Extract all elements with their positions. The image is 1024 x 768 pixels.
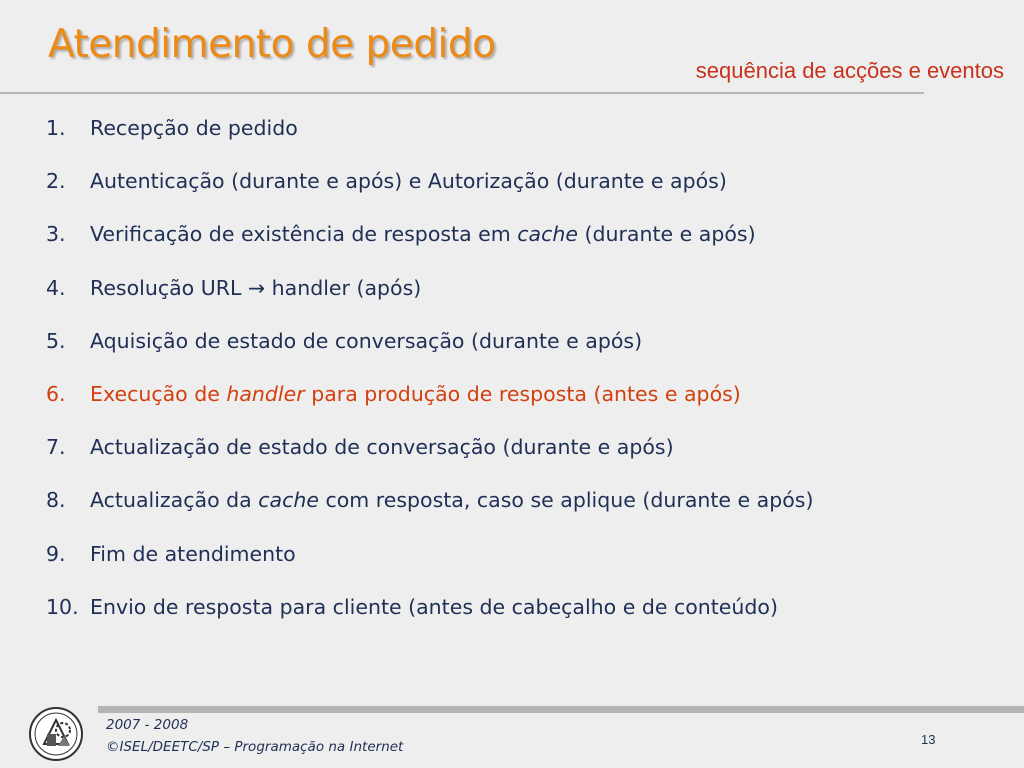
- list-item-segment: Verificação de existência de resposta em: [90, 222, 518, 247]
- footer-years: 2007 - 2008: [106, 717, 189, 733]
- list-item-emphasis: cache: [517, 222, 578, 247]
- list-item-text: [90, 595, 778, 619]
- list-item-text: [90, 276, 421, 300]
- list-item-emphasis: cache: [258, 488, 319, 513]
- list-item-number: 9.: [46, 541, 66, 566]
- list-item-text: [90, 116, 298, 140]
- list-item-text: [90, 488, 813, 512]
- list-item-segment: →: [247, 275, 266, 300]
- list-item-segment: Fim de atendimento: [90, 541, 296, 566]
- list-item-number: 10.: [46, 594, 79, 619]
- slide-subtitle: sequência de acções e eventos: [695, 58, 1004, 83]
- list-item-segment: Recepção de pedido: [90, 116, 298, 140]
- list-item-segment: Resolução URL: [90, 275, 248, 300]
- page-number: 13: [921, 732, 936, 747]
- list-item-text: [90, 542, 296, 566]
- list-item-number: 8.: [46, 488, 66, 513]
- list-item-number: 2.: [46, 169, 66, 194]
- list-item-text: [90, 382, 741, 406]
- list-item-emphasis: handler: [226, 381, 305, 406]
- list-item-number: 3.: [46, 222, 66, 247]
- list-item-segment: com resposta, caso se aplique (durante e após): [318, 488, 814, 513]
- list-item-number: 6.: [46, 381, 66, 406]
- footer-credit: ©ISEL/DEETC/SP – Programação na Internet: [106, 739, 404, 755]
- slide-title: Atendimento de pedido: [48, 22, 496, 67]
- list-item-segment: Autenticação (durante e após) e Autorização (durante e após): [90, 169, 727, 194]
- list-item-segment: Envio de resposta para cliente (antes de cabeçalho e de conteúdo): [90, 594, 778, 619]
- footer-divider: [98, 706, 1024, 713]
- title-divider: [0, 92, 924, 94]
- list-item-number: 7.: [46, 435, 66, 460]
- list-item-number: 1.: [46, 116, 66, 140]
- list-item-text: [90, 435, 674, 459]
- list-item-text: [90, 329, 642, 353]
- list-item-number: 4.: [46, 275, 66, 300]
- list-item-text: [90, 222, 756, 246]
- list-item-segment: Actualização de estado de conversação (durante e após): [90, 435, 674, 460]
- list-item-segment: (durante e após): [577, 222, 756, 247]
- list-item-segment: Aquisição de estado de conversação (durante e após): [90, 328, 643, 353]
- list-item-segment: Execução de: [90, 381, 227, 406]
- list-item-segment: Actualização da: [90, 488, 259, 513]
- list-item-segment: para produção de resposta (antes e após): [304, 381, 741, 406]
- list-item-segment: handler (após): [265, 275, 422, 300]
- list-item-text: [90, 169, 727, 193]
- isel-logo-icon: [28, 706, 84, 762]
- list-item-number: 5.: [46, 328, 66, 353]
